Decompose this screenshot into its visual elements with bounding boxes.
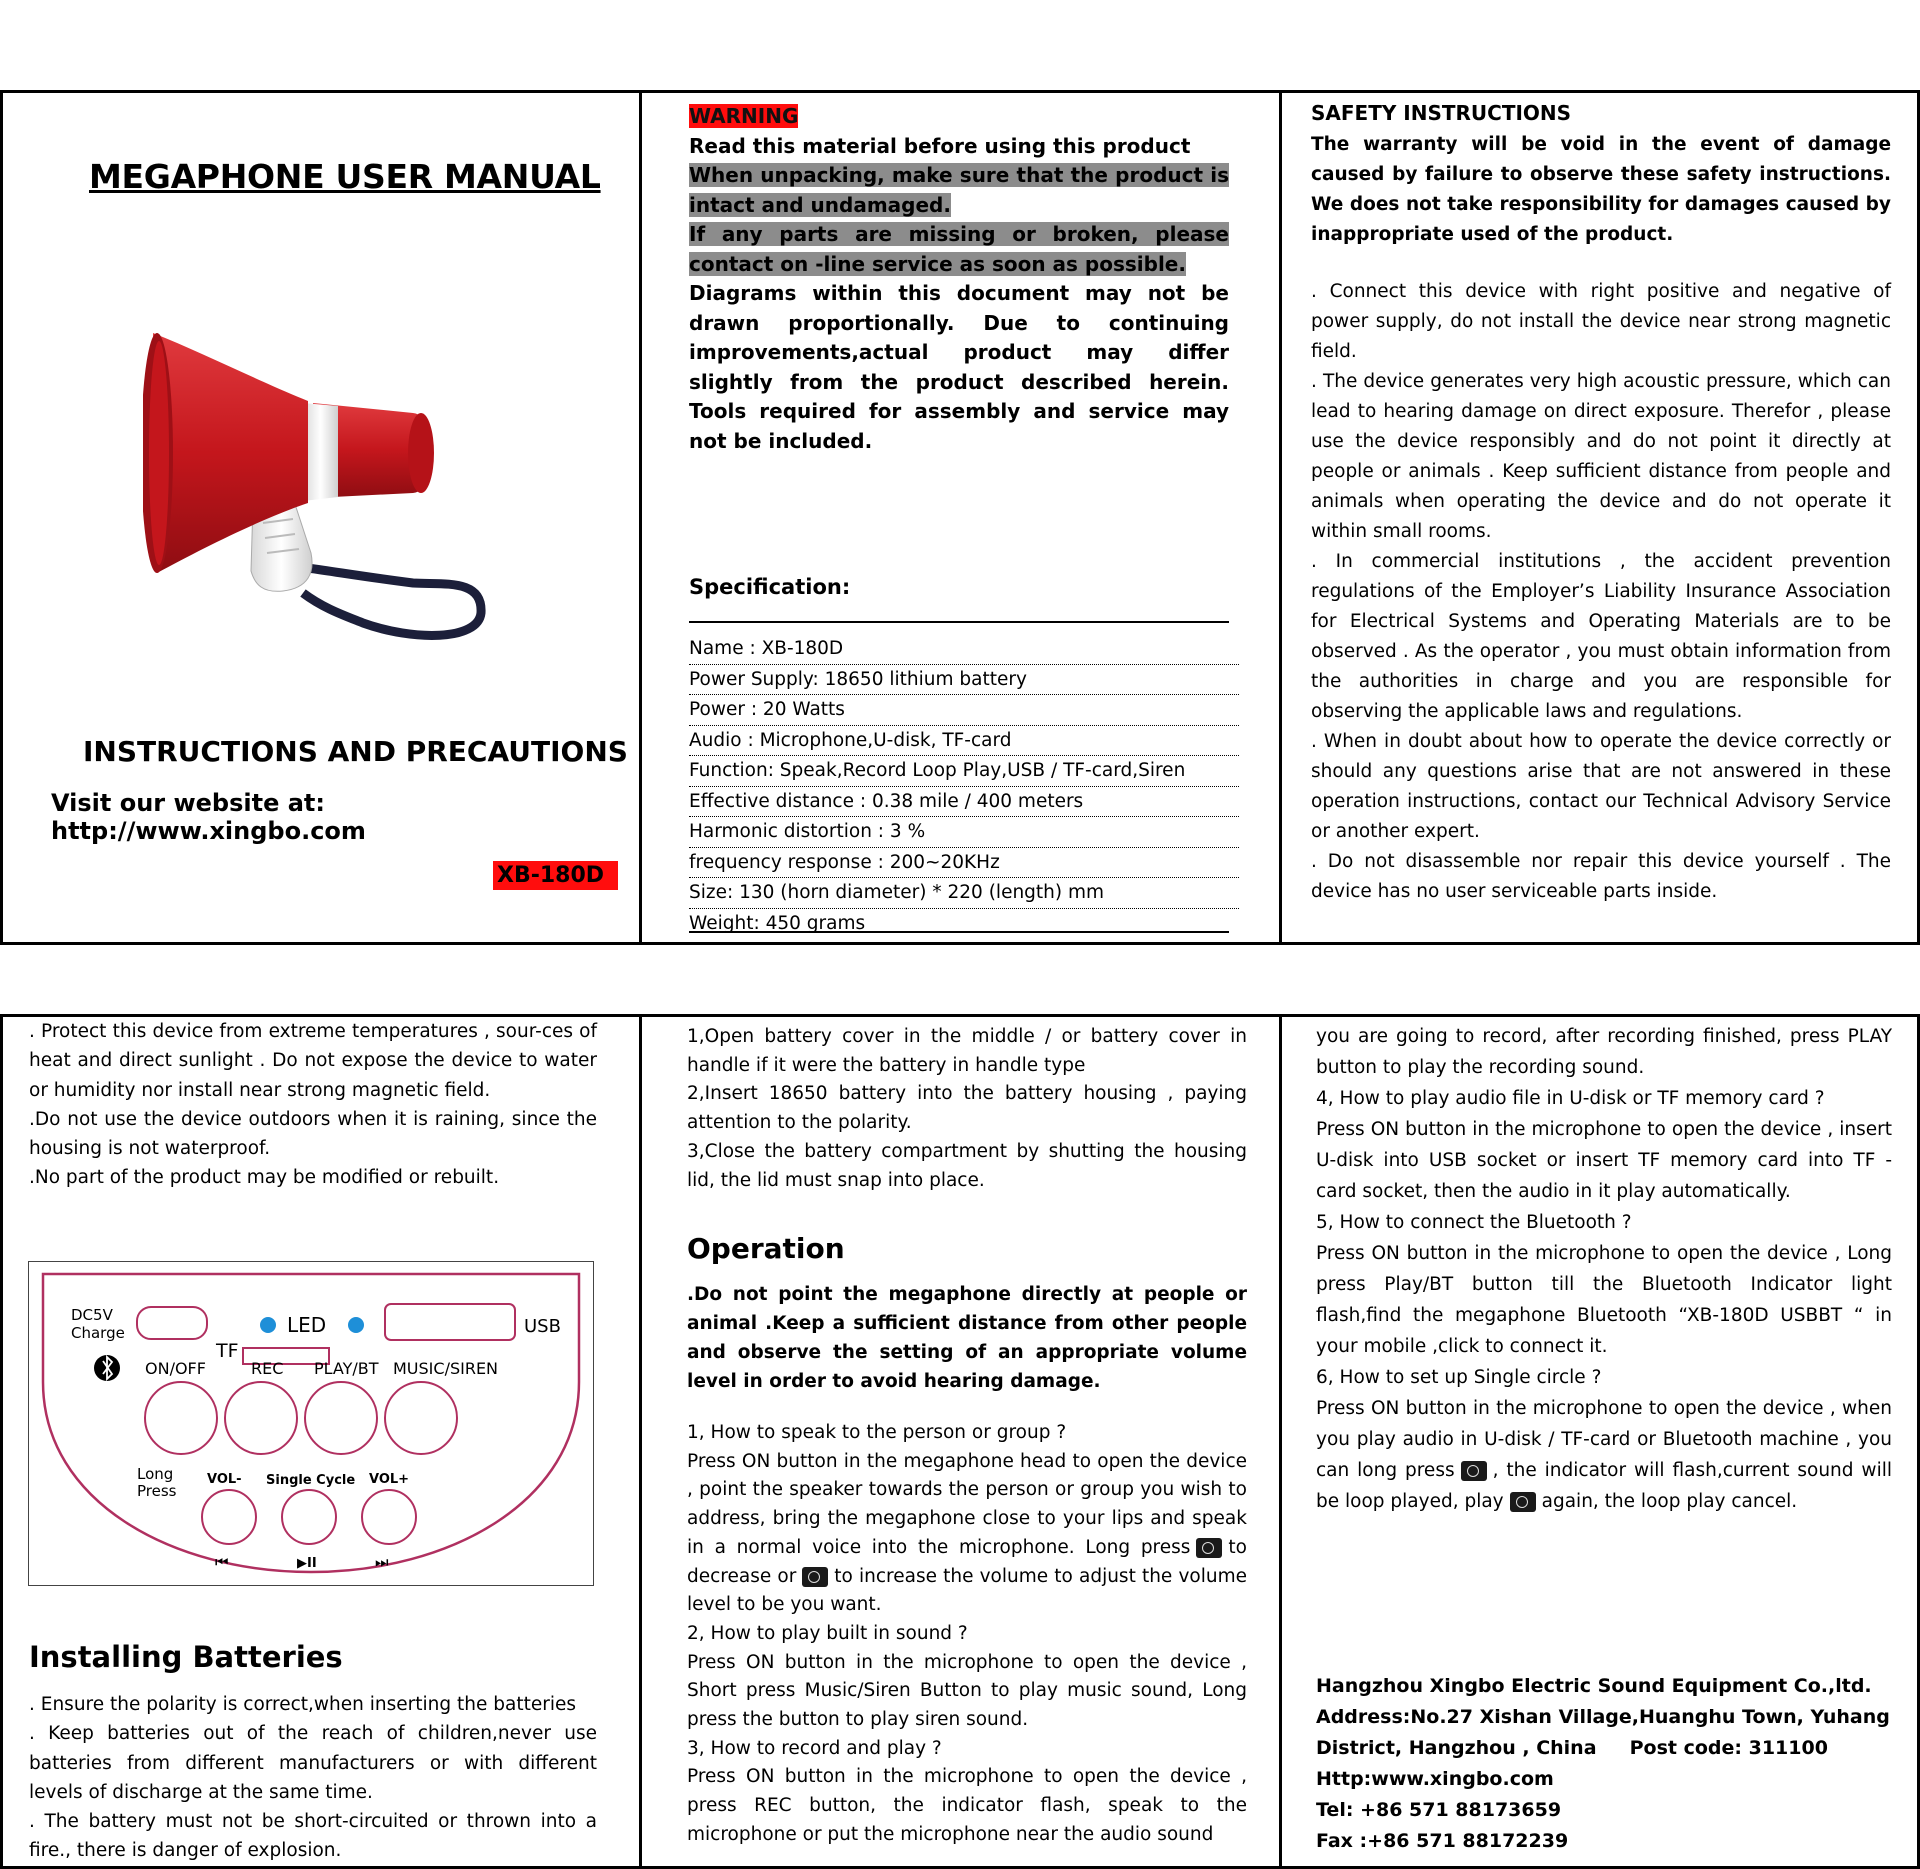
long-label: Long	[137, 1465, 174, 1483]
question: 1, How to speak to the person or group ?	[687, 1422, 1067, 1443]
answer: Press ON button in the microphone to open the device , Short press Music/Siren Button to play music sound, Long press the button to play siren sound.	[687, 1651, 1247, 1731]
company-name: Hangzhou Xingbo Electric Sound Equipment Co.,ltd.	[1316, 1675, 1872, 1697]
spec-row: Weight: 450 grams	[689, 912, 866, 934]
controls-panel	[0, 1014, 642, 1869]
vol-up-icon	[802, 1567, 828, 1587]
installing-batteries-title: Installing Batteries	[29, 1640, 343, 1674]
vol-down-icon	[1196, 1538, 1222, 1558]
volminus-label: VOL-	[207, 1472, 242, 1487]
website-line: Visit our website at: http://www.xingbo.com	[51, 789, 366, 845]
warning-panel	[639, 90, 1282, 945]
answer-text: Press ON button in the microphone to open the device , when you play audio in U-disk / TF-card or Bluetooth machine , you can long press	[1316, 1398, 1892, 1481]
control-panel-diagram	[28, 1261, 594, 1586]
operation-steps-cont	[1316, 1021, 1892, 1517]
safety-item: .Do not use the device outdoors when it is raining, since the housing is not waterproof.	[29, 1108, 597, 1160]
press-label: Press	[137, 1482, 177, 1500]
onoff-label: ON/OFF	[145, 1359, 206, 1378]
safety-intro: The warranty will be void in the event of damage caused by failure to observe these safety instructions. We does not take responsibility for damages caused by inappropriate used of the product.	[1311, 134, 1891, 245]
loop-play-icon	[1510, 1492, 1536, 1512]
operation-warnings: .Do not point the megaphone directly at people or animal .Keep a sufficient distance from other people and observe the setting of an appropriate volume level in order to avoid hearing damage.	[687, 1284, 1247, 1392]
megaphone-image	[143, 323, 503, 653]
spec-bottom-rule	[689, 931, 1229, 933]
safety-item: . Do not disassemble nor repair this device yourself . The device has no user serviceable parts inside.	[1311, 851, 1891, 902]
safety-item: . Protect this device from extreme temperatures , sour-ces of heat and direct sunlight . Do not expose the device to water or humidity nor install near strong magnetic field.	[29, 1021, 597, 1101]
single-cycle-button	[282, 1490, 336, 1544]
answer: Press ON button in the microphone to open the device , press REC button, the indicator flash, speak to the microphone or put the microphone near the audio sound	[687, 1766, 1247, 1845]
rec-label: REC	[251, 1359, 284, 1378]
question: 6, How to set up Single circle ?	[1316, 1367, 1602, 1388]
musicsiren-label: MUSIC/SIREN	[393, 1359, 499, 1378]
spec-row: Effective distance : 0.38 mile / 400 meters	[689, 787, 1239, 818]
tf-label: TF	[216, 1340, 239, 1362]
loop-play-icon	[1461, 1461, 1487, 1481]
answer	[1316, 1393, 1892, 1517]
spec-row: Power Supply: 18650 lithium battery	[689, 665, 1239, 696]
safety-item: . Connect this device with right positive and negative of power supply, do not install the device near strong magnetic field.	[1311, 281, 1891, 362]
charge-label: Charge	[71, 1324, 125, 1342]
prev-symbol: ⏮	[215, 1553, 229, 1571]
spec-row: frequency response : 200~20KHz	[689, 848, 1239, 879]
unpack-text: When unpacking, make sure that the product is intact and undamaged.	[689, 163, 1229, 217]
volplus-label: VOL+	[369, 1472, 410, 1487]
company-address: Address:No.27 Xishan Village,Huanghu Town, Yuhang	[1316, 1706, 1890, 1728]
question: 4, How to play audio file in U-disk or TF memory card ?	[1316, 1088, 1825, 1109]
operation-title: Operation	[687, 1232, 845, 1265]
led-label: LED	[287, 1313, 327, 1337]
battery-items	[29, 1690, 597, 1866]
operation-steps	[687, 1419, 1247, 1850]
instructions-heading: INSTRUCTIONS AND PRECAUTIONS	[83, 735, 628, 768]
dc5v-label: DC5V	[71, 1306, 113, 1324]
manual-title: MEGAPHONE USER MANUAL	[89, 157, 601, 196]
safety-title: SAFETY INSTRUCTIONS	[1311, 101, 1572, 125]
usb-port	[385, 1304, 515, 1340]
safety-item: .No part of the product may be modified or rebuilt.	[29, 1167, 500, 1189]
answer-text: to increase the volume to adjust the volume level to be you want.	[687, 1565, 1247, 1616]
battery-step: 1,Open battery cover in the middle / or battery cover in handle if it were the battery in handle type	[687, 1026, 1247, 1076]
question: 5, How to connect the Bluetooth ?	[1316, 1212, 1632, 1233]
cover-panel	[0, 90, 642, 945]
answer-text: , the indicator will flash,current sound will be loop played, play	[1316, 1460, 1892, 1512]
battery-step: 3,Close the battery compartment by shutting the housing lid, the lid must snap into place.	[687, 1140, 1247, 1191]
battery-item: . Keep batteries out of the reach of children,never use batteries from different manufacturers or with different levels of discharge at the same time.	[29, 1723, 597, 1803]
diagrams-text: Diagrams within this document may not be drawn proportionally. Due to continuing improvements,actual product may differ slightly from the product described herein. Tools required for assembly and service may not be included.	[689, 281, 1229, 453]
playbt-button	[305, 1382, 377, 1454]
answer	[687, 1448, 1247, 1620]
safety-panel	[1279, 90, 1920, 945]
spec-top-rule	[689, 621, 1229, 623]
spec-row: Audio : Microphone,U-disk, TF-card	[689, 726, 1239, 757]
company-address: District, Hangzhou , China Post code: 311100	[1316, 1737, 1828, 1759]
operation-cont-panel	[1279, 1014, 1920, 1869]
safety-item: . In commercial institutions , the accident prevention regulations of the Employer’s Liability Insurance Association for Electrical Systems and Operating Materials are to be observed . As the operator , you must obtain information from the authorities in charge and you are responsible for observing the applicable laws and regulations.	[1311, 551, 1891, 722]
company-tel: Tel: +86 571 88173659	[1316, 1799, 1562, 1821]
single-cycle-label: Single Cycle	[266, 1473, 356, 1488]
battery-step: 2,Insert 18650 battery into the battery housing , paying attention to the polarity.	[687, 1083, 1247, 1134]
battery-item: . Ensure the polarity is correct,when inserting the batteries	[29, 1694, 576, 1715]
company-block	[1316, 1671, 1892, 1857]
battery-steps	[687, 1023, 1247, 1195]
safety-item: . When in doubt about how to operate the device correctly or should any questions arise that are not answered in these operation instructions, contact our Technical Advisory Service or another expert.	[1311, 731, 1891, 842]
vol-plus-button	[362, 1490, 416, 1544]
music-siren-button	[385, 1382, 457, 1454]
question: 3, How to record and play ?	[687, 1737, 942, 1759]
led-dot-left	[260, 1317, 276, 1333]
answer: Press ON button in the microphone to open the device , Long press Play/BT button till the Bluetooth Indicator light flash,find the megaphone Bluetooth “XB-180D USBBT “ in your mobile ,click to connect it.	[1316, 1243, 1892, 1357]
strap	[303, 568, 481, 635]
play-symbol: ▶II	[297, 1556, 317, 1571]
spec-row: Size: 130 (horn diameter) * 220 (length) mm	[689, 878, 1239, 909]
company-fax: Fax :+86 571 88172239	[1316, 1830, 1569, 1852]
battery-item: . The battery must not be short-circuited or thrown into a fire., there is danger of explosion.	[29, 1811, 597, 1862]
spec-list	[689, 634, 1239, 938]
vol-minus-button	[202, 1490, 256, 1544]
spec-row: Harmonic distortion : 3 %	[689, 817, 1239, 848]
answer: Press ON button in the microphone to open the device , insert U-disk into USB socket or insert TF memory card into TF - card socket, then the audio in it play automatically.	[1316, 1119, 1892, 1202]
model-badge: XB-180D	[493, 861, 618, 890]
safety-cont	[29, 1017, 597, 1193]
control-panel-svg	[29, 1262, 593, 1585]
spec-title: Specification:	[689, 575, 851, 599]
white-band	[303, 403, 338, 501]
dc-port	[137, 1307, 207, 1339]
safety-item: . The device generates very high acoustic pressure, which can lead to hearing damage on direct exposure. Therefor , please use the device responsibly and do not point it directly at people or animals . Keep sufficient distance from people and animals when operating the device and do not operate it within small rooms.	[1311, 371, 1891, 542]
answer-text: again, the loop play cancel.	[1541, 1491, 1798, 1512]
question: 2, How to play built in sound ?	[687, 1622, 968, 1644]
playbt-label: PLAY/BT	[314, 1359, 379, 1378]
warning-label: WARNING	[689, 104, 799, 128]
answer-text: Press ON button in the megaphone head to open the device , point the speaker towards the person or group you wish to address, bring the megaphone close to your lips and speak in a normal voice into the microphone. Long press	[687, 1450, 1247, 1558]
spec-row: Name : XB-180D	[689, 634, 1239, 665]
safety-items	[1311, 277, 1891, 907]
spec-row: Power : 20 Watts	[689, 695, 1239, 726]
answer: you are going to record, after recording finished, press PLAY button to play the recording sound.	[1316, 1026, 1892, 1078]
next-symbol: ⏭	[375, 1553, 389, 1571]
company-web: Http:www.xingbo.com	[1316, 1768, 1554, 1790]
usb-label: USB	[524, 1316, 561, 1337]
led-dot-right	[348, 1317, 364, 1333]
missing-text: If any parts are missing or broken, please contact on -line service as soon as possible.	[689, 222, 1229, 276]
answer-text: to decrease or	[687, 1536, 1247, 1587]
warning-block	[689, 102, 1229, 456]
read-line: Read this material before using this product	[689, 133, 1191, 158]
operation-panel	[639, 1014, 1282, 1869]
rec-button	[225, 1382, 297, 1454]
onoff-button	[145, 1382, 217, 1454]
spec-row: Function: Speak,Record Loop Play,USB / TF-card,Siren	[689, 756, 1239, 787]
